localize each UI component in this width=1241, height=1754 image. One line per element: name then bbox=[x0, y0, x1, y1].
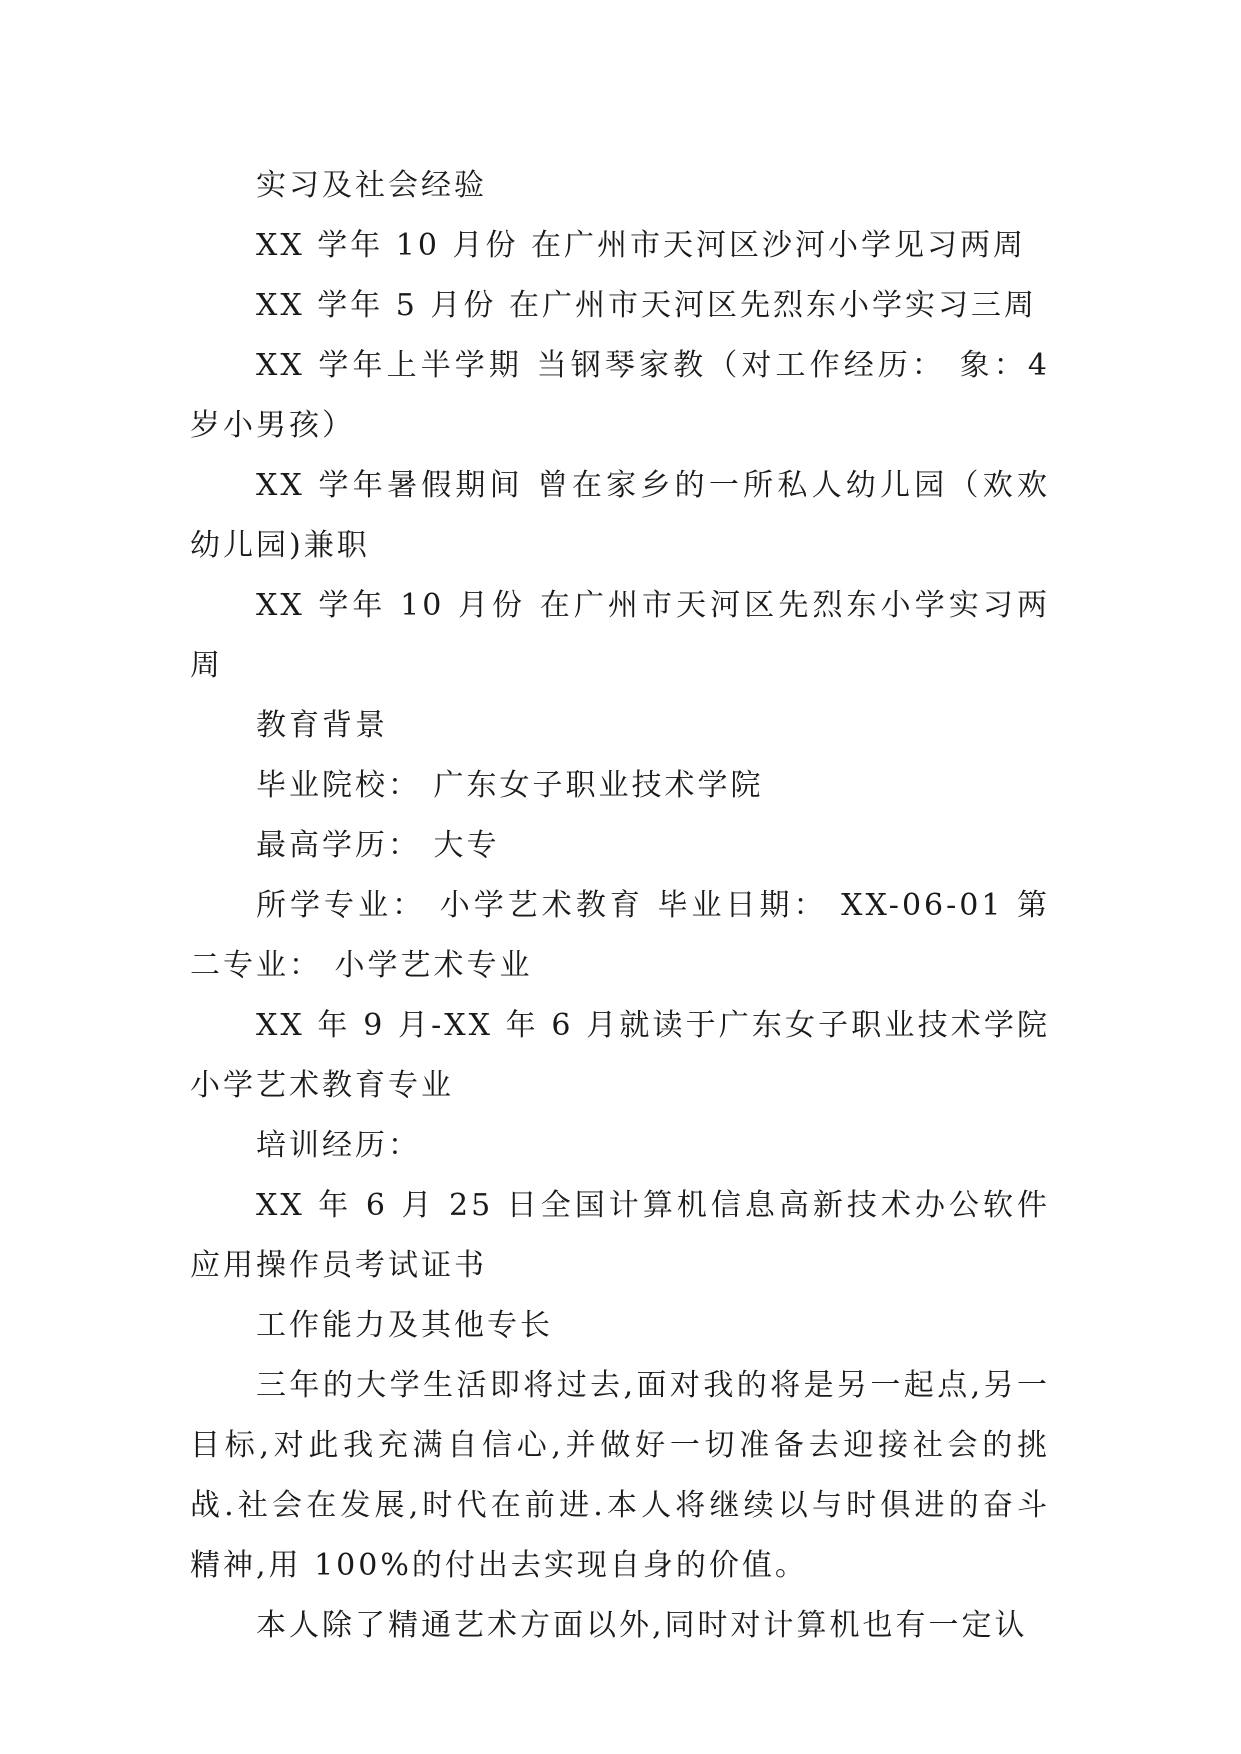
section-heading-education: 教育背景 bbox=[256, 708, 388, 743]
education-item: XX 年 9 月-XX 年 6 月就读于广东女子职业技术学院 小学艺术教育专业 bbox=[190, 1008, 1050, 1103]
internship-item: XX 学年 5 月份 在广州市天河区先烈东小学实习三周 bbox=[256, 288, 1037, 323]
section-heading-internship: 实习及社会经验 bbox=[256, 168, 487, 203]
section-heading-skills: 工作能力及其他专长 bbox=[256, 1308, 553, 1343]
internship-item: XX 学年 10 月份 在广州市天河区先烈东小学实习两周 bbox=[190, 588, 1050, 683]
education-item: 最高学历： 大专 bbox=[256, 828, 500, 863]
section-heading-training: 培训经历： bbox=[256, 1128, 421, 1163]
skills-paragraph: 本人除了精通艺术方面以外,同时对计算机也有一定认 bbox=[256, 1608, 1028, 1643]
internship-item: XX 学年 10 月份 在广州市天河区沙河小学见习两周 bbox=[256, 228, 1027, 263]
document-body bbox=[190, 156, 1050, 1656]
education-item: 所学专业： 小学艺术教育 毕业日期： XX-06-01 第二专业： 小学艺术专业 bbox=[190, 888, 1050, 983]
education-item: 毕业院校： 广东女子职业技术学院 bbox=[256, 768, 764, 803]
internship-item: XX 学年上半学期 当钢琴家教（对工作经历： 象：4 岁小男孩） bbox=[190, 348, 1050, 443]
training-item: XX 年 6 月 25 日全国计算机信息高新技术办公软件应用操作员考试证书 bbox=[190, 1188, 1050, 1283]
skills-paragraph: 三年的大学生活即将过去,面对我的将是另一起点,另一目标,对此我充满自信心,并做好一切准备去迎接社会的挑战.社会在发展,时代在前进.本人将继续以与时俱进的奋斗精神,用 100%的付出去实现自身的价值。 bbox=[190, 1368, 1050, 1583]
internship-item: XX 学年暑假期间 曾在家乡的一所私人幼儿园（欢欢幼儿园)兼职 bbox=[190, 468, 1050, 563]
